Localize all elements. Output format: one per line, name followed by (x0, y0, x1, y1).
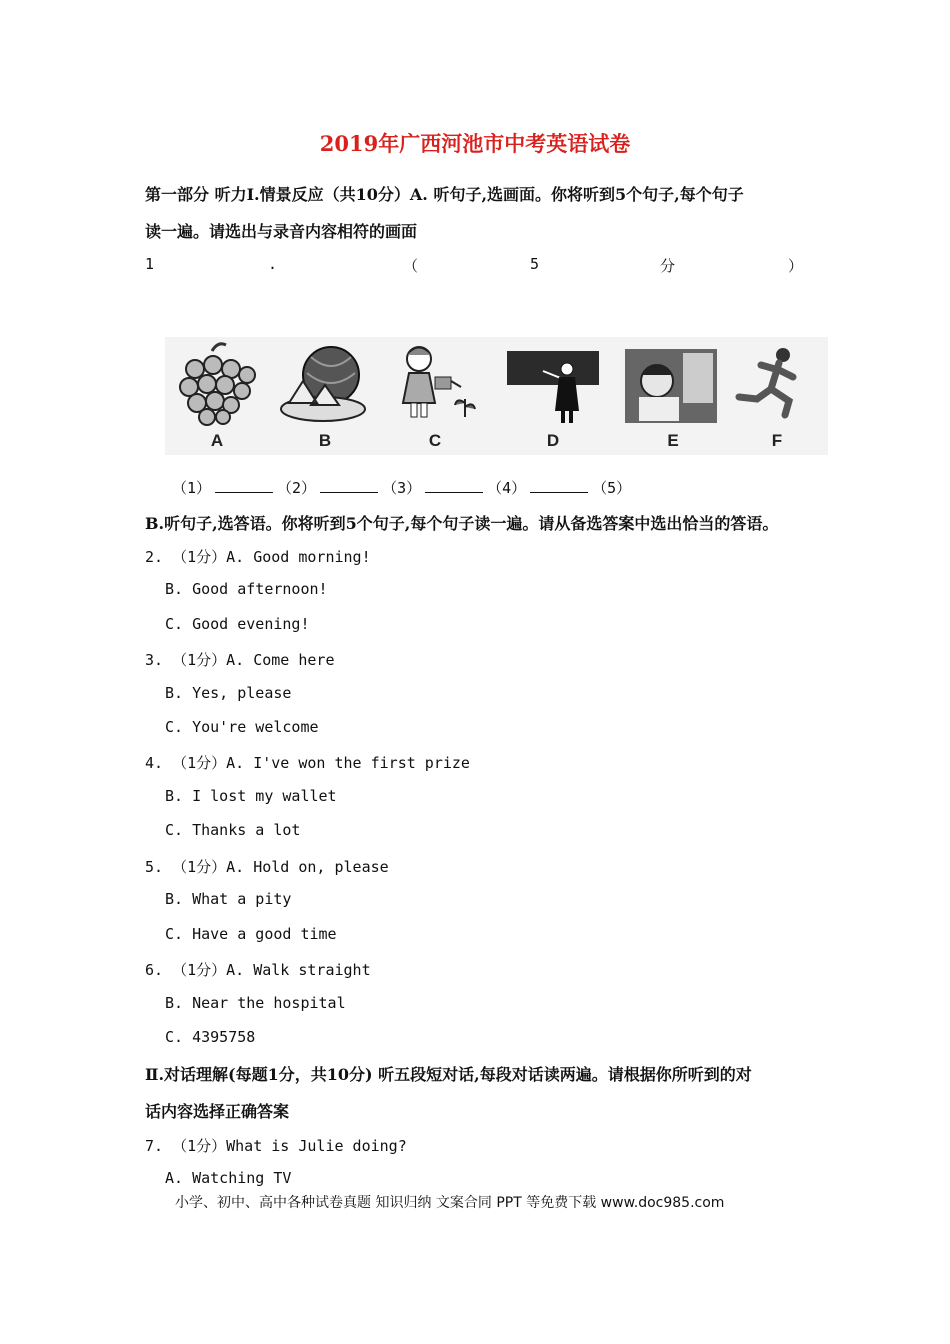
option-line: C. You're welcome (165, 718, 319, 736)
option-line: B. Good afternoon! (165, 580, 328, 598)
answer-slot-label: （3） (382, 479, 422, 497)
picture-b (275, 337, 375, 455)
answer-blank[interactable] (425, 478, 483, 493)
section2-header-line1: Ⅱ.对话理解(每题1分，共10分) 听五段短对话,每段对话读两遍。请根据你所听到的对 (145, 1065, 752, 1084)
picture-letter: A (210, 431, 224, 450)
option-line: C. 4395758 (165, 1028, 256, 1046)
q1-number: 1 (145, 255, 155, 273)
picture-d (503, 337, 605, 455)
q1-dot: . (268, 255, 278, 273)
q1-open-paren: （ (403, 257, 419, 275)
answer-blank[interactable] (320, 478, 378, 493)
picture-f (727, 337, 827, 455)
option-line: B. Yes, please (165, 684, 292, 702)
answer-slot-label: （2） (277, 479, 317, 497)
section1-header-line2: 读一遍。请选出与录音内容相符的画面 (145, 222, 418, 241)
question-line: 6. （1分）A. Walk straight (145, 961, 371, 979)
watermelon-icon (275, 337, 375, 427)
page-title: 2019年广西河池市中考英语试卷 (319, 131, 631, 156)
q1-close-paren: ） (788, 257, 804, 275)
footer-note: 小学、初中、高中各种试卷真题 知识归纳 文案合同 PPT 等免费下载 www.doc985.com (175, 1195, 725, 1211)
question-line: 7. （1分）What is Julie doing? (145, 1137, 407, 1155)
answer-blank[interactable] (215, 478, 273, 493)
q1-points: 5 (530, 255, 540, 273)
picture-c (385, 337, 485, 455)
girl-photo-icon (623, 337, 723, 427)
q1-unit: 分 (660, 257, 676, 275)
section1-header-line1: 第一部分 听力Ⅰ.情景反应（共10分）A. 听句子,选画面。你将听到5个句子,每个句子 (145, 185, 744, 204)
picture-letter: E (667, 431, 679, 450)
answer-slots-row (172, 477, 631, 498)
grapes-icon (167, 337, 267, 427)
answer-blank[interactable] (530, 478, 588, 493)
section2-header-line2: 话内容选择正确答案 (145, 1102, 290, 1121)
answer-slot-label: （1） (172, 479, 212, 497)
option-line: C. Have a good time (165, 925, 337, 943)
answer-slot-label: （5） (592, 479, 632, 497)
picture-letter: C (428, 431, 442, 450)
picture-letter: F (771, 431, 783, 450)
teacher-blackboard-icon (503, 337, 603, 427)
picture-strip (165, 337, 828, 455)
option-line: B. What a pity (165, 890, 292, 908)
picture-letter: D (546, 431, 560, 450)
running-man-icon (727, 337, 827, 427)
question-line: 2. （1分）A. Good morning! (145, 548, 371, 566)
question-line: 5. （1分）A. Hold on, please (145, 858, 389, 876)
question-line: 3. （1分）A. Come here (145, 651, 335, 669)
picture-letter: B (318, 431, 332, 450)
girl-watering-plant-icon (385, 337, 485, 427)
option-line: B. Near the hospital (165, 994, 346, 1012)
option-line: C. Good evening! (165, 615, 310, 633)
option-line: A. Watching TV (165, 1169, 292, 1187)
picture-a (167, 337, 267, 455)
answer-slot-label: （4） (487, 479, 527, 497)
picture-e (623, 337, 723, 455)
option-line: C. Thanks a lot (165, 821, 301, 839)
option-line: B. I lost my wallet (165, 787, 337, 805)
sectionB-header: B.听句子,选答语。你将听到5个句子,每个句子读一遍。请从备选答案中选出恰当的答语。 (145, 514, 779, 533)
question-line: 4. （1分）A. I've won the first prize (145, 754, 470, 772)
